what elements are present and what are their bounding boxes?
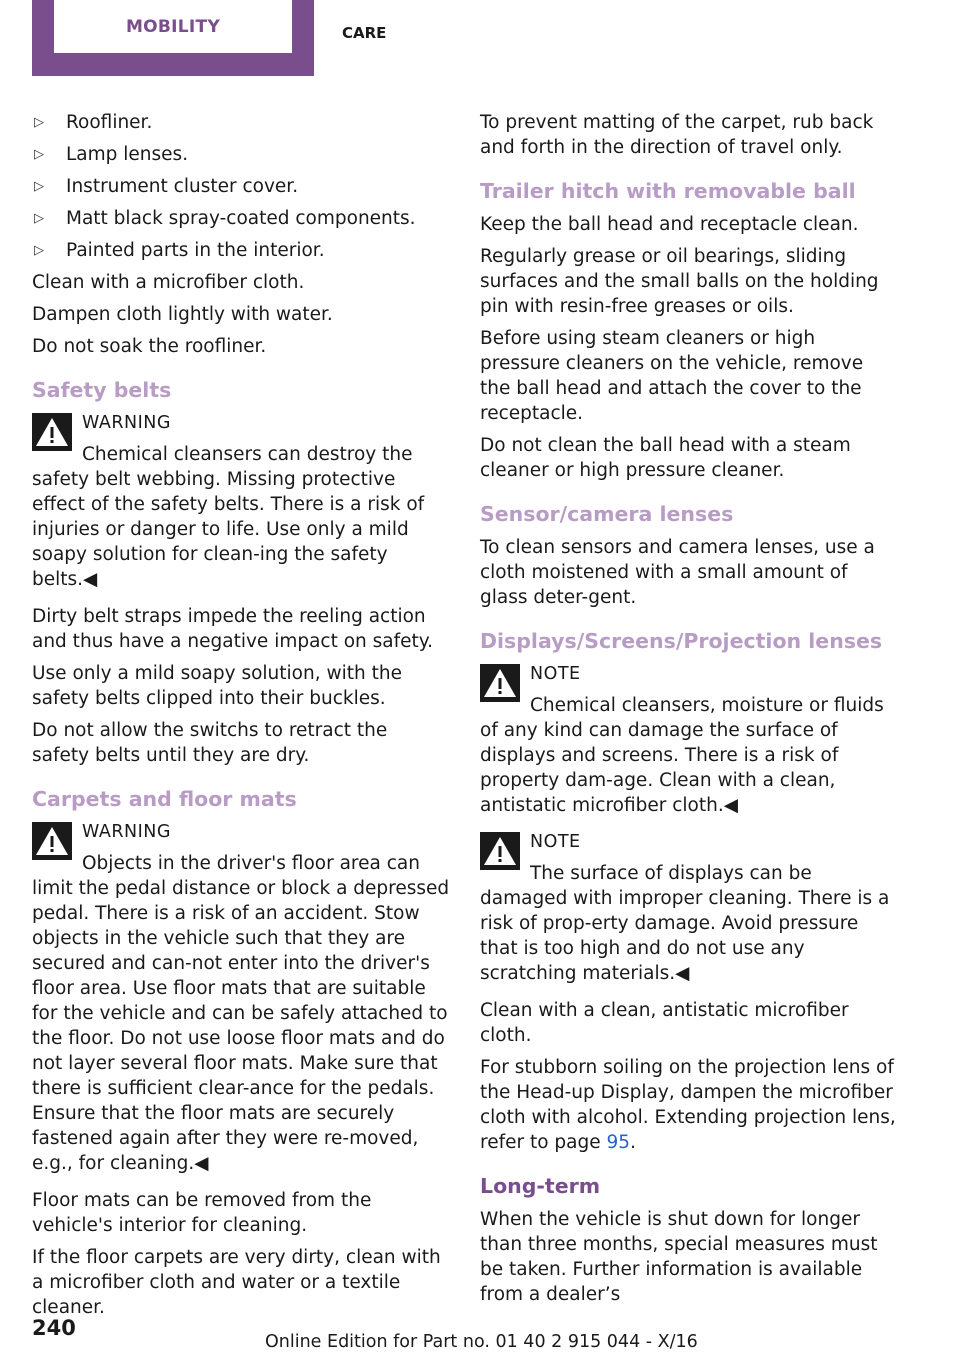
triangle-bullet-icon: ▷ (34, 179, 44, 194)
trailer-paragraph-4: Do not clean the ball head with a steam cleaner or high pressure cleaner. (480, 435, 851, 481)
triangle-bullet-icon: ▷ (34, 243, 44, 258)
list-item (32, 110, 450, 142)
displays-note-2 (480, 830, 898, 986)
safety-belts-warning (32, 411, 450, 592)
trailer-paragraph-3: Before using steam cleaners or high pressure cleaners on the vehicle, remove the ball head and attach the cover to the receptacle. (480, 328, 864, 424)
triangle-bullet-icon: ▷ (34, 211, 44, 226)
sensor-lenses-heading: Sensor/camera lenses (480, 502, 734, 526)
carpets-heading: Carpets and floor mats (32, 787, 297, 811)
triangle-bullet-icon: ▷ (34, 115, 44, 130)
carpets-paragraph-2: If the floor carpets are very dirty, clean with a microfiber cloth and water or a textile cleaner. (32, 1247, 441, 1318)
chapter-tabs (32, 0, 952, 76)
tab-care[interactable]: CARE (342, 24, 387, 42)
safety-belts-paragraph-2: Use only a mild soapy solution, with the safety belts clipped into their buckles. (32, 663, 402, 709)
right-column (480, 110, 898, 1314)
roofliner-instruction-2: Dampen cloth lightly with water. (32, 304, 333, 325)
tab-mobility-label: MOBILITY (125, 16, 221, 37)
displays-paragraph-2 (480, 1055, 898, 1155)
safety-belts-paragraph-1: Dirty belt straps impede the reeling action and thus have a negative impact on safety. (32, 606, 433, 652)
warning-body: Chemical cleansers can destroy the safety belt webbing. Missing protective effect of the safety belts. There is a risk of injuries or danger to life. Use only a mild soapy solution for clean-ing the safety belts.◀ (32, 444, 425, 590)
warning-body: Objects in the driver's floor area can limit the pedal distance or block a depressed pedal. There is a risk of an accident. Stow objects in the vehicle such that they are secured and can-not enter into the driver's floor area. Use floor mats that are suitable for the vehicle and can be safely attached to the floor. Do not use loose floor mats and do not layer several floor mats. Make sure that there is sufficient clear-ance for the pedals. Ensure that the floor mats are securely fastened again after they were re-moved, e.g., for cleaning.◀ (32, 853, 450, 1174)
note-body: Chemical cleansers, moisture or fluids of any kind can damage the surface of displays and screens. There is a risk of property dam-age. Clean with a clean, antistatic microfiber cloth.◀ (480, 695, 884, 816)
displays-paragraph-2-end: . (630, 1132, 636, 1153)
page-reference-link[interactable]: 95 (606, 1132, 631, 1153)
list-item (32, 142, 450, 174)
note-body: The surface of displays can be damaged with improper cleaning. There is a risk of prop-erty damage. Avoid pressure that is too high and do not use any scratching materials.◀ (480, 863, 890, 984)
list-item-text: Roofliner. (66, 112, 153, 133)
trailer-paragraph-1: Keep the ball head and receptacle clean. (480, 214, 859, 235)
long-term-paragraph-1: When the vehicle is shut down for longer than three months, special measures must be taken. Further information is available from a dealer’s (480, 1209, 878, 1305)
roofliner-instruction-1: Clean with a microfiber cloth. (32, 272, 305, 293)
warning-triangle-icon (480, 832, 520, 870)
list-item-text: Lamp lenses. (66, 144, 189, 165)
list-item-text: Instrument cluster cover. (66, 176, 299, 197)
displays-paragraph-1: Clean with a clean, antistatic microfiber cloth. (480, 1000, 849, 1046)
carpet-matting-paragraph: To prevent matting of the carpet, rub back and forth in the direction of travel only. (480, 112, 874, 158)
list-item (32, 238, 450, 270)
safety-belts-paragraph-3: Do not allow the switchs to retract the safety belts until they are dry. (32, 720, 388, 766)
note-title: NOTE (530, 832, 581, 852)
carpets-paragraph-1: Floor mats can be removed from the vehicle's interior for cleaning. (32, 1190, 372, 1236)
sensor-paragraph-1: To clean sensors and camera lenses, use a cloth moistened with a small amount of glass deter-gent. (480, 537, 875, 608)
list-item (32, 174, 450, 206)
triangle-bullet-icon: ▷ (34, 147, 44, 162)
displays-heading: Displays/Screens/Projection lenses (480, 629, 883, 653)
displays-note-1 (480, 662, 898, 818)
trailer-paragraph-2: Regularly grease or oil bearings, sliding surfaces and the small balls on the holding pin with resin-free greases or oils. (480, 246, 879, 317)
roofliner-instruction-3: Do not soak the roofliner. (32, 336, 267, 357)
list-item-text: Matt black spray-coated components. (66, 208, 416, 229)
safety-belts-heading: Safety belts (32, 378, 172, 402)
warning-title: WARNING (82, 822, 171, 842)
warning-triangle-icon (32, 413, 72, 451)
note-title: NOTE (530, 664, 581, 684)
long-term-heading: Long-term (480, 1174, 601, 1198)
edition-footer: Online Edition for Part no. 01 40 2 915 044 - X/16 (265, 1332, 698, 1352)
left-column (32, 110, 450, 1327)
page-number: 240 (32, 1316, 76, 1340)
cleaning-items-list (32, 110, 450, 270)
tab-mobility-inner (54, 0, 292, 53)
displays-paragraph-2-text: For stubborn soiling on the projection lens of the Head-up Display, dampen the microfiber cloth with alcohol. Extending projection lens, refer to page (480, 1057, 896, 1153)
list-item-text: Painted parts in the interior. (66, 240, 325, 261)
carpets-warning (32, 820, 450, 1176)
tab-mobility[interactable] (32, 0, 314, 76)
warning-triangle-icon (32, 822, 72, 860)
warning-title: WARNING (82, 413, 171, 433)
warning-triangle-icon (480, 664, 520, 702)
list-item (32, 206, 450, 238)
trailer-hitch-heading: Trailer hitch with removable ball (480, 179, 856, 203)
